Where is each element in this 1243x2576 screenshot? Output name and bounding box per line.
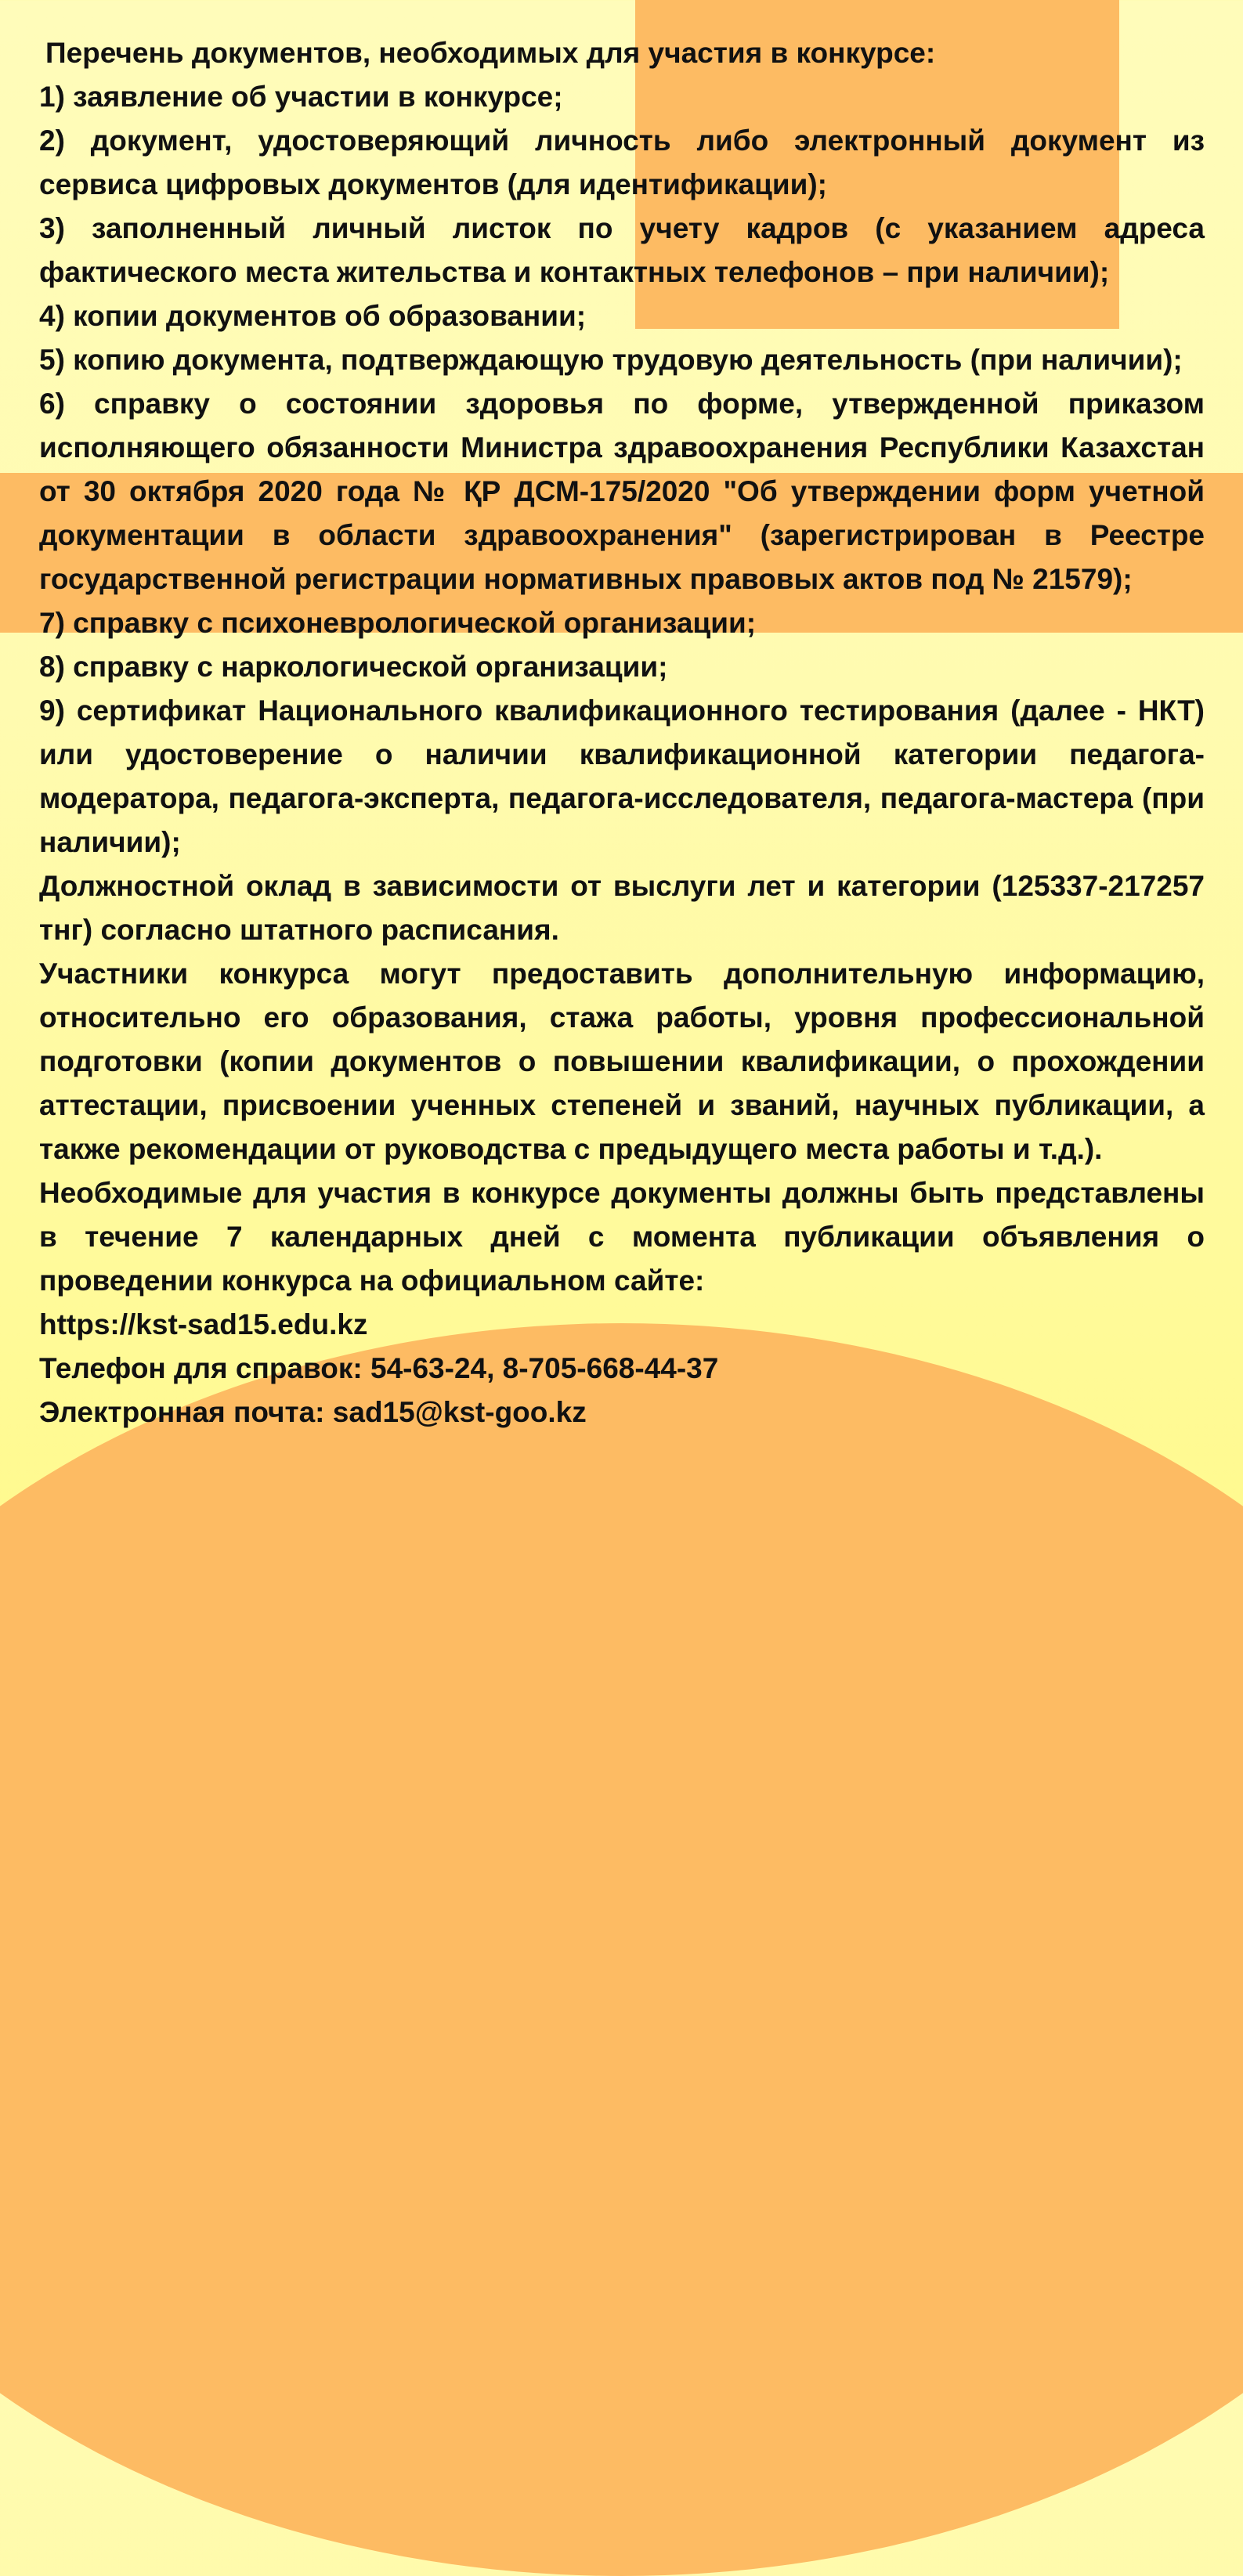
phone-line: Телефон для справок: 54-63-24, 8-705-668-44-37: [39, 1352, 719, 1384]
document-item-5: 5) копию документа, подтверждающую трудовую деятельность (при наличии);: [39, 344, 1183, 376]
salary-paragraph: Должностной оклад в зависимости от выслуги лет и категории (125337-217257 тнг) согласно штатного расписания.: [39, 870, 1205, 946]
additional-info-paragraph: Участники конкурса могут предоставить дополнительную информацию, относительно его образования, стажа работы, уровня профессиональной подготовки (копии документов о повышении квалификации, о прохождении аттестации, присвоении ученных степеней и званий, научных публикации, а также рекомендации от руководства с предыдущего места работы и т.д.).: [39, 958, 1205, 1165]
website-link[interactable]: https://kst-sad15.edu.kz: [39, 1308, 368, 1340]
document-item-4: 4) копии документов об образовании;: [39, 300, 587, 332]
deadline-paragraph: Необходимые для участия в конкурсе документы должны быть представлены в течение 7 календарных дней с момента публикации объявления о проведении конкурса на официальном сайте:: [39, 1177, 1205, 1297]
document-item-9: 9) сертификат Национального квалификационного тестирования (далее - НКТ) или удостоверение о наличии квалификационной категории педагога-модератора, педагога-эксперта, педагога-исследователя, педагога-мастера (при наличии);: [39, 695, 1205, 858]
document-item-1: 1) заявление об участии в конкурсе;: [39, 81, 563, 113]
document-item-7: 7) справку с психоневрологической организации;: [39, 607, 757, 639]
document-item-2: 2) документ, удостоверяющий личность либо электронный документ из сервиса цифровых документов (для идентификации);: [39, 124, 1205, 200]
email-line: Электронная почта: sad15@kst-goo.kz: [39, 1396, 587, 1428]
document-item-6: 6) справку о состоянии здоровья по форме, утвержденной приказом исполняющего обязанности Министра здравоохранения Республики Казахстан от 30 октября 2020 года № ҚР ДСМ-175/2020 "Об утверждении форм учетной документации в области здравоохранения" (зарегистрирован в Реестре государственной регистрации нормативных правовых актов под № 21579);: [39, 388, 1205, 595]
decorative-orange-arch: [0, 1323, 1243, 2576]
documents-list-heading: Перечень документов, необходимых для участия в конкурсе:: [45, 37, 936, 69]
document-item-3: 3) заполненный личный листок по учету кадров (с указанием адреса фактического места жительства и контактных телефонов – при наличии);: [39, 212, 1205, 288]
document-item-8: 8) справку с наркологической организации;: [39, 651, 668, 683]
announcement-text: [39, 31, 1205, 1434]
